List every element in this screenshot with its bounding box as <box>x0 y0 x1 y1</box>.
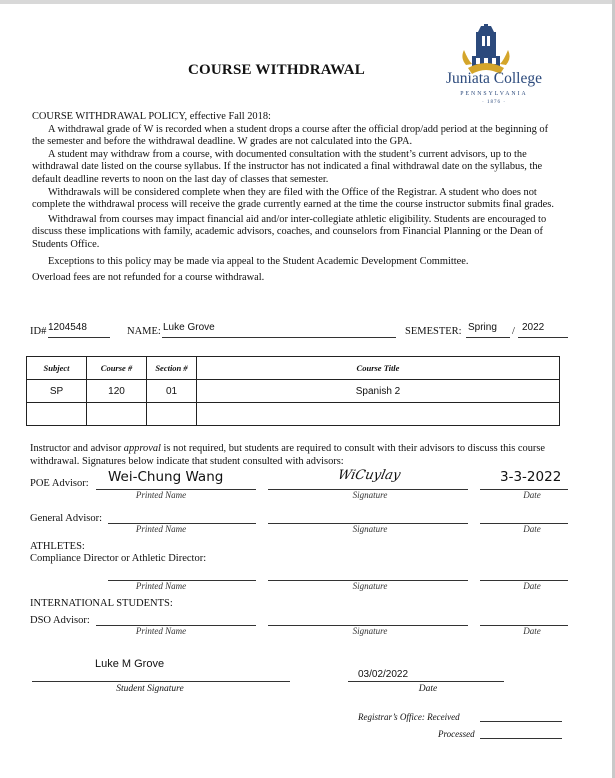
page-top-edge <box>0 0 615 4</box>
policy-heading: COURSE WITHDRAWAL POLICY, effective Fall 2018: <box>32 111 271 122</box>
semester-underline <box>466 337 510 338</box>
policy-paragraph-2: A student may withdraw from a course, with documented consultation with the student’s current advisors, up to the withdrawal date listed on the course syllabus. If the instructor has not indicated a final withdrawal date on the syllabus, the default deadline reverts to noon on the last day of classes that semester. <box>32 148 543 185</box>
year-underline <box>518 337 568 338</box>
advisor-intro-pre: Instructor and advisor <box>30 443 124 454</box>
registrar-processed-label: Processed <box>438 729 475 739</box>
cell-subject[interactable]: SP <box>27 380 87 403</box>
college-logo-state: PENNSYLVANIA <box>460 91 528 97</box>
cell-course-number[interactable] <box>87 403 147 426</box>
poe-advisor-name[interactable]: Wei-Chung Wang <box>108 469 224 485</box>
student-signature-caption: Student Signature <box>116 684 184 694</box>
international-label: INTERNATIONAL STUDENTS: <box>30 598 173 609</box>
poe-advisor-label: POE Advisor: <box>30 478 89 489</box>
semester-field[interactable]: Spring <box>468 322 497 333</box>
name-label: NAME: <box>127 326 161 337</box>
policy-section <box>32 111 562 285</box>
header-subject: Subject <box>27 357 87 380</box>
poe-advisor-signature[interactable]: WiCuylay <box>336 468 402 483</box>
policy-paragraph-3: Withdrawals will be considered complete when they are filed with the Office of the Registrar. A student who does not complete the withdrawal process will receive the grade currently earned at the time the course instructor submits final grades. <box>32 186 554 211</box>
registrar-processed-underline <box>480 738 562 739</box>
advisor-intro-post: is not required, but students are required to consult with their advisors to discuss this course withdrawal. Signatures below indicate that student consulted with advisors: <box>30 443 546 467</box>
compliance-date-caption: Date <box>523 581 541 591</box>
student-signature-underline <box>32 681 290 682</box>
form-title: COURSE WITHDRAWAL <box>188 62 365 78</box>
name-underline <box>162 337 396 338</box>
compliance-label: Compliance Director or Athletic Director: <box>30 553 207 564</box>
id-underline <box>48 337 110 338</box>
semester-slash: / <box>512 326 515 337</box>
registrar-received-label: Registrar’s Office: Received <box>358 712 460 722</box>
table-row <box>27 403 560 426</box>
policy-paragraph-6: Overload fees are not refunded for a course withdrawal. <box>32 272 265 284</box>
advisor-intro-emphasis: approval <box>123 443 161 454</box>
cell-subject[interactable] <box>27 403 87 426</box>
general-signature-caption: Signature <box>352 524 388 534</box>
cell-course-number[interactable]: 120 <box>87 380 147 403</box>
dso-advisor-label: DSO Advisor: <box>30 615 90 626</box>
id-field[interactable]: 1204548 <box>48 322 87 333</box>
college-logo <box>438 18 550 113</box>
cell-section-number[interactable]: 01 <box>147 380 197 403</box>
header-section-number: Section # <box>147 357 197 380</box>
compliance-signature-caption: Signature <box>352 581 388 591</box>
general-date-caption: Date <box>523 524 541 534</box>
advisor-intro <box>30 443 570 468</box>
athletes-label: ATHLETES: <box>30 541 85 552</box>
poe-signature-caption: Signature <box>352 490 388 500</box>
student-signature[interactable]: Luke M Grove <box>95 658 165 670</box>
year-field[interactable]: 2022 <box>522 322 545 333</box>
dso-date-caption: Date <box>523 626 541 636</box>
semester-label: SEMESTER: <box>405 326 462 337</box>
general-printed-name-caption: Printed Name <box>135 524 187 534</box>
course-table <box>26 356 560 426</box>
poe-printed-name-caption: Printed Name <box>135 490 187 500</box>
dso-signature-caption: Signature <box>352 626 388 636</box>
dso-printed-name-caption: Printed Name <box>135 626 187 636</box>
college-logo-year: · 1876 · <box>482 100 506 105</box>
policy-paragraph-4: Withdrawal from courses may impact financial aid and/or inter-collegiate athletic eligibility. Students are encouraged to discuss these implications with family, academic advisors, coaches, and counselors from Financial Planning or the Dean of Students Office. <box>32 213 547 250</box>
registrar-received-underline <box>480 721 562 722</box>
compliance-printed-name-caption: Printed Name <box>135 581 187 591</box>
college-logo-name: Juniata College <box>446 70 542 87</box>
student-date-field[interactable]: 03/02/2022 <box>358 669 409 680</box>
cell-course-title[interactable] <box>197 403 560 426</box>
cell-course-title[interactable]: Spanish 2 <box>197 380 560 403</box>
poe-advisor-date[interactable]: 3-3-2022 <box>500 469 562 485</box>
header-course-title: Course Title <box>197 357 560 380</box>
general-advisor-label: General Advisor: <box>30 513 103 524</box>
poe-date-caption: Date <box>523 490 541 500</box>
cell-section-number[interactable] <box>147 403 197 426</box>
student-date-underline <box>348 681 504 682</box>
college-tower-icon <box>438 18 550 113</box>
policy-paragraph-5: Exceptions to this policy may be made via appeal to the Student Academic Development Committee. <box>48 255 469 267</box>
table-header-row <box>27 357 560 380</box>
id-label: ID# <box>30 326 47 337</box>
table-row <box>27 380 560 403</box>
student-date-caption: Date <box>418 684 438 694</box>
name-field[interactable]: Luke Grove <box>163 322 215 333</box>
policy-paragraph-1: A withdrawal grade of W is recorded when a student drops a course after the official drop/add period at the beginning of the semester and before the withdrawal deadline. W grades are not calculated into the GPA. <box>32 123 549 148</box>
header-course-number: Course # <box>87 357 147 380</box>
